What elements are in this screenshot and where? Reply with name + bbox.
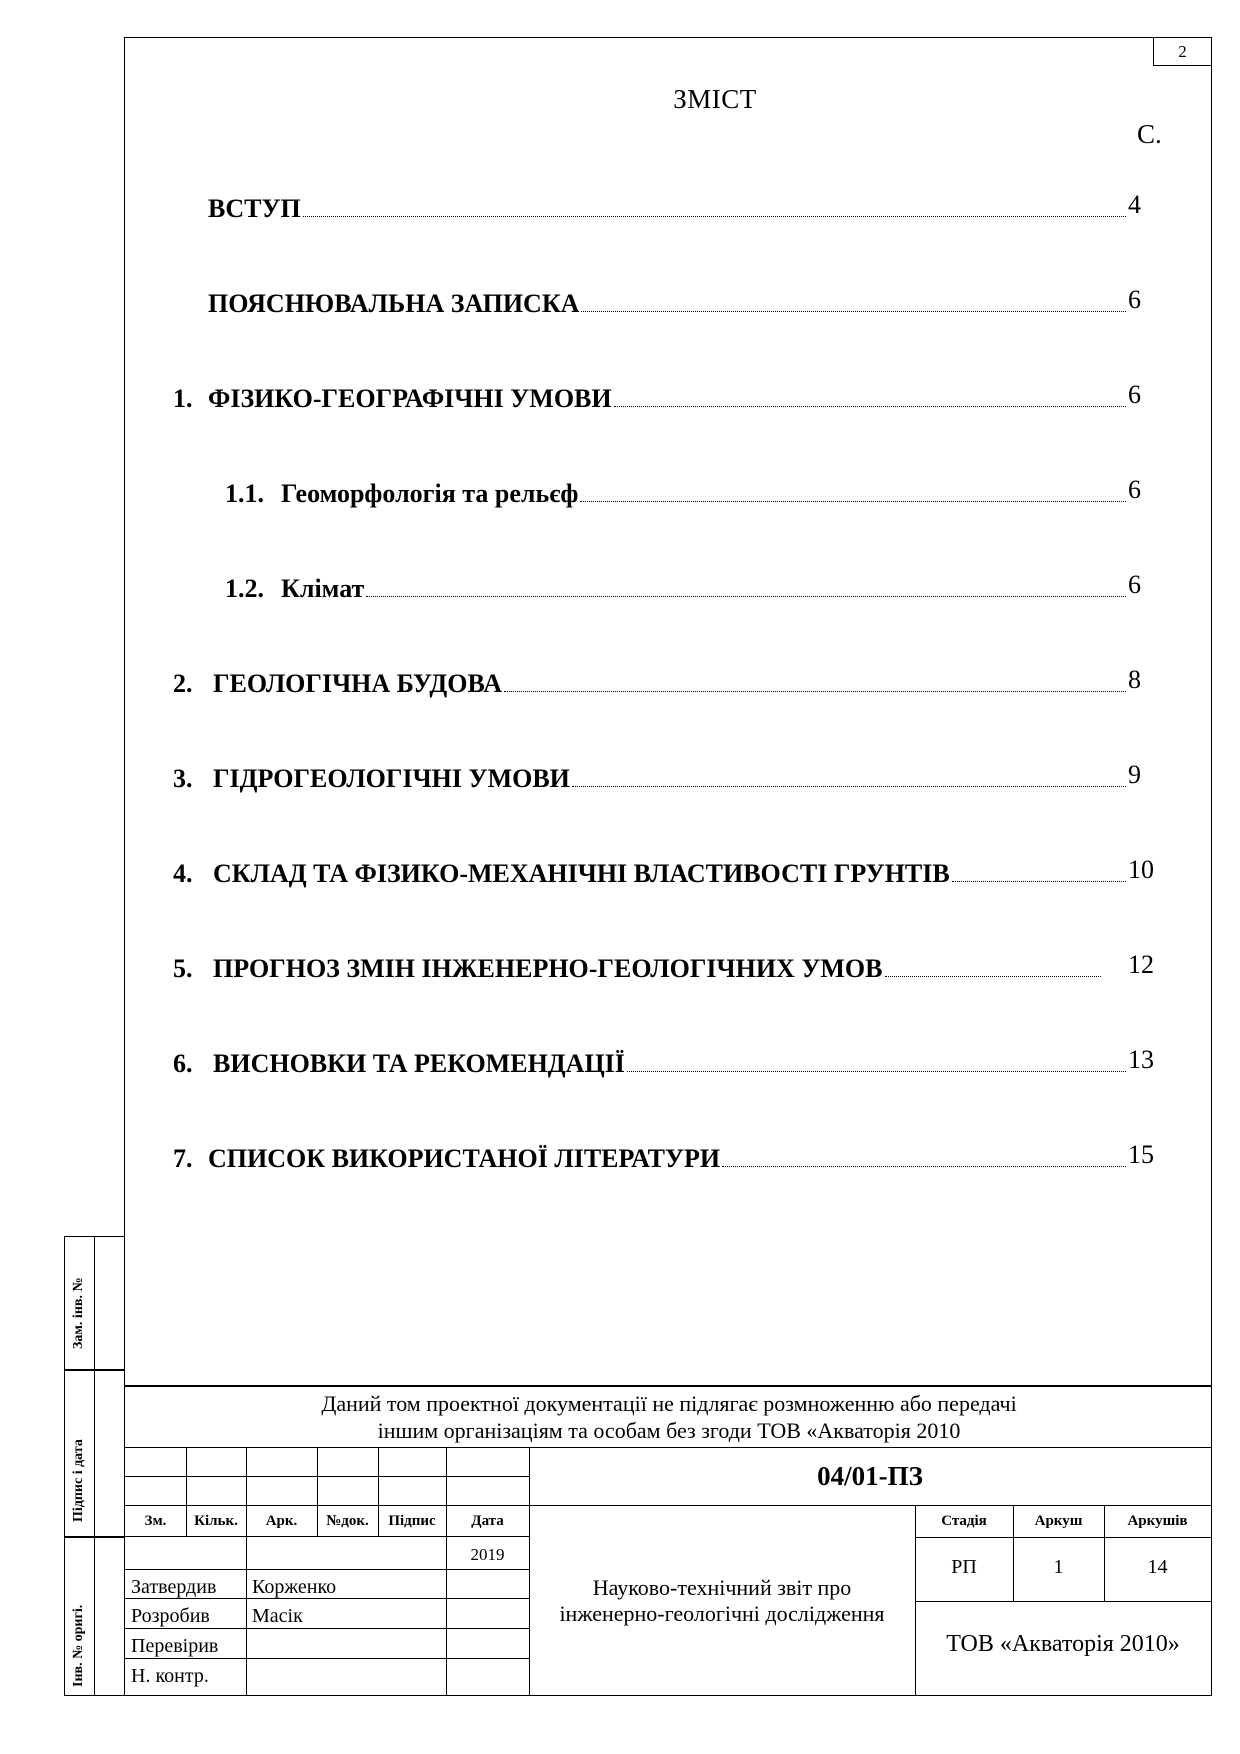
toc-page: 6 <box>1128 475 1141 504</box>
header-kilk: Кільк. <box>194 1513 238 1529</box>
document-title-line-2: інженерно-геологічні дослідження <box>559 1601 885 1626</box>
toc-row-section-6[interactable] <box>173 1043 1128 1079</box>
role-developed: Розробив <box>131 1605 210 1627</box>
toc-row-section-7[interactable] <box>173 1138 1128 1174</box>
toc-number: 1.2. <box>225 574 264 603</box>
toc-title: СПИСОК ВИКОРИСТАНОЇ ЛІТЕРАТУРИ <box>208 1144 721 1173</box>
toc-title: ФІЗИКО-ГЕОГРАФІЧНІ УМОВИ <box>208 384 612 413</box>
page-title: ЗМІСТ <box>673 84 757 114</box>
toc-number: 7. <box>173 1144 193 1173</box>
toc-page: 12 <box>1128 950 1154 979</box>
name-approved: Корженко <box>252 1576 337 1598</box>
toc-leader <box>952 880 1126 882</box>
toc-number: 2. <box>173 669 193 698</box>
header-zm: Зм. <box>144 1513 167 1529</box>
toc-title: ВСТУП <box>208 194 301 223</box>
stage-value: РП <box>951 1556 977 1578</box>
document-frame <box>124 37 1212 1386</box>
toc-leader <box>627 1070 1126 1072</box>
organization-name: ТОВ «Акваторія 2010» <box>946 1631 1180 1657</box>
toc-number: 4. <box>173 859 193 888</box>
toc-title: ГІДРОГЕОЛОГІЧНІ УМОВИ <box>213 764 570 793</box>
role-checked: Перевірив <box>131 1635 219 1657</box>
toc-page: 6 <box>1128 285 1141 314</box>
toc-title: ПОЯСНЮВАЛЬНА ЗАПИСКА <box>208 289 580 318</box>
toc-leader <box>580 500 1126 502</box>
toc-row-section-2[interactable] <box>173 663 1128 699</box>
toc-leader <box>504 690 1126 692</box>
year: 2019 <box>470 1545 505 1564</box>
name-developed: Масік <box>252 1605 303 1627</box>
sheets-value: 14 <box>1147 1556 1168 1578</box>
toc-title: Геоморфологія та рельєф <box>281 479 579 508</box>
toc-number: 3. <box>173 764 193 793</box>
toc-page: 13 <box>1128 1045 1154 1074</box>
toc-leader <box>581 310 1126 312</box>
toc-page: 10 <box>1128 855 1154 884</box>
toc-row-section-5[interactable] <box>173 948 1103 984</box>
toc-number: 5. <box>173 954 193 983</box>
title-block <box>124 1386 1212 1696</box>
toc-page: 8 <box>1128 665 1141 694</box>
toc-page: 9 <box>1128 760 1141 789</box>
document-code: 04/01-ПЗ <box>817 1461 923 1491</box>
toc-title: ПРОГНОЗ ЗМІН ІНЖЕНЕРНО-ГЕОЛОГІЧНИХ УМОВ <box>213 954 883 983</box>
toc-row-section-1-1[interactable] <box>225 473 1128 509</box>
header-data: Дата <box>471 1513 504 1529</box>
toc-page: 15 <box>1128 1140 1154 1169</box>
page-number: 2 <box>1153 37 1212 66</box>
header-sheets: Аркушів <box>1127 1513 1188 1529</box>
side-label-zam-inv: Зам. інв. № <box>71 1277 86 1349</box>
toc-row-explanatory-note[interactable] <box>208 283 1128 319</box>
toc-leader <box>572 785 1126 787</box>
toc-title: Клімат <box>281 574 365 603</box>
toc-row-section-1-2[interactable] <box>225 568 1128 604</box>
page-column-label: С. <box>1137 119 1162 149</box>
notice-line-1: Даний том проектної документації не підлягає розмноженню або передачі <box>321 1391 1017 1416</box>
document-title-line-1: Науково-технічний звіт про <box>592 1575 852 1600</box>
toc-leader <box>366 595 1126 597</box>
toc-title: СКЛАД ТА ФІЗИКО-МЕХАНІЧНІ ВЛАСТИВОСТІ ГРУНТІВ <box>213 859 950 888</box>
toc-leader <box>303 215 1126 217</box>
toc-number: 1. <box>173 384 193 413</box>
header-pidpys: Підпис <box>388 1513 436 1529</box>
header-sheet: Аркуш <box>1034 1513 1083 1529</box>
toc-row-section-4[interactable] <box>173 853 1128 889</box>
header-ark: Арк. <box>265 1513 298 1529</box>
toc-leader <box>722 1165 1126 1167</box>
side-cell-inv-orig <box>64 1536 125 1696</box>
role-norm-control: Н. контр. <box>131 1665 209 1687</box>
toc-title: ВИСНОВКИ ТА РЕКОМЕНДАЦІЇ <box>213 1049 625 1078</box>
side-label-inv-orig: Інв. № оригі. <box>71 1604 86 1687</box>
side-cell-zam-inv <box>64 1236 125 1371</box>
toc-page: 4 <box>1128 190 1141 219</box>
toc-page: 6 <box>1128 380 1141 409</box>
role-approved: Затвердив <box>131 1576 217 1598</box>
toc-title: ГЕОЛОГІЧНА БУДОВА <box>213 669 502 698</box>
toc-page: 6 <box>1128 570 1141 599</box>
header-stage: Стадія <box>941 1513 987 1529</box>
toc-leader <box>614 405 1126 407</box>
sheet-value: 1 <box>1053 1556 1064 1578</box>
side-label-signature-date: Підпис і дата <box>71 1439 86 1522</box>
toc-number: 6. <box>173 1049 193 1078</box>
toc-leader <box>885 975 1102 977</box>
toc-row-section-3[interactable] <box>173 758 1128 794</box>
notice-line-2: іншим організаціям та особам без згоди ТОВ «Акваторія 2010 <box>377 1418 961 1443</box>
header-ndok: №док. <box>326 1513 369 1529</box>
side-cell-signature-date <box>64 1369 125 1538</box>
toc-row-intro[interactable] <box>208 188 1128 224</box>
toc-number: 1.1. <box>225 479 264 508</box>
toc-row-section-1[interactable] <box>173 378 1128 414</box>
